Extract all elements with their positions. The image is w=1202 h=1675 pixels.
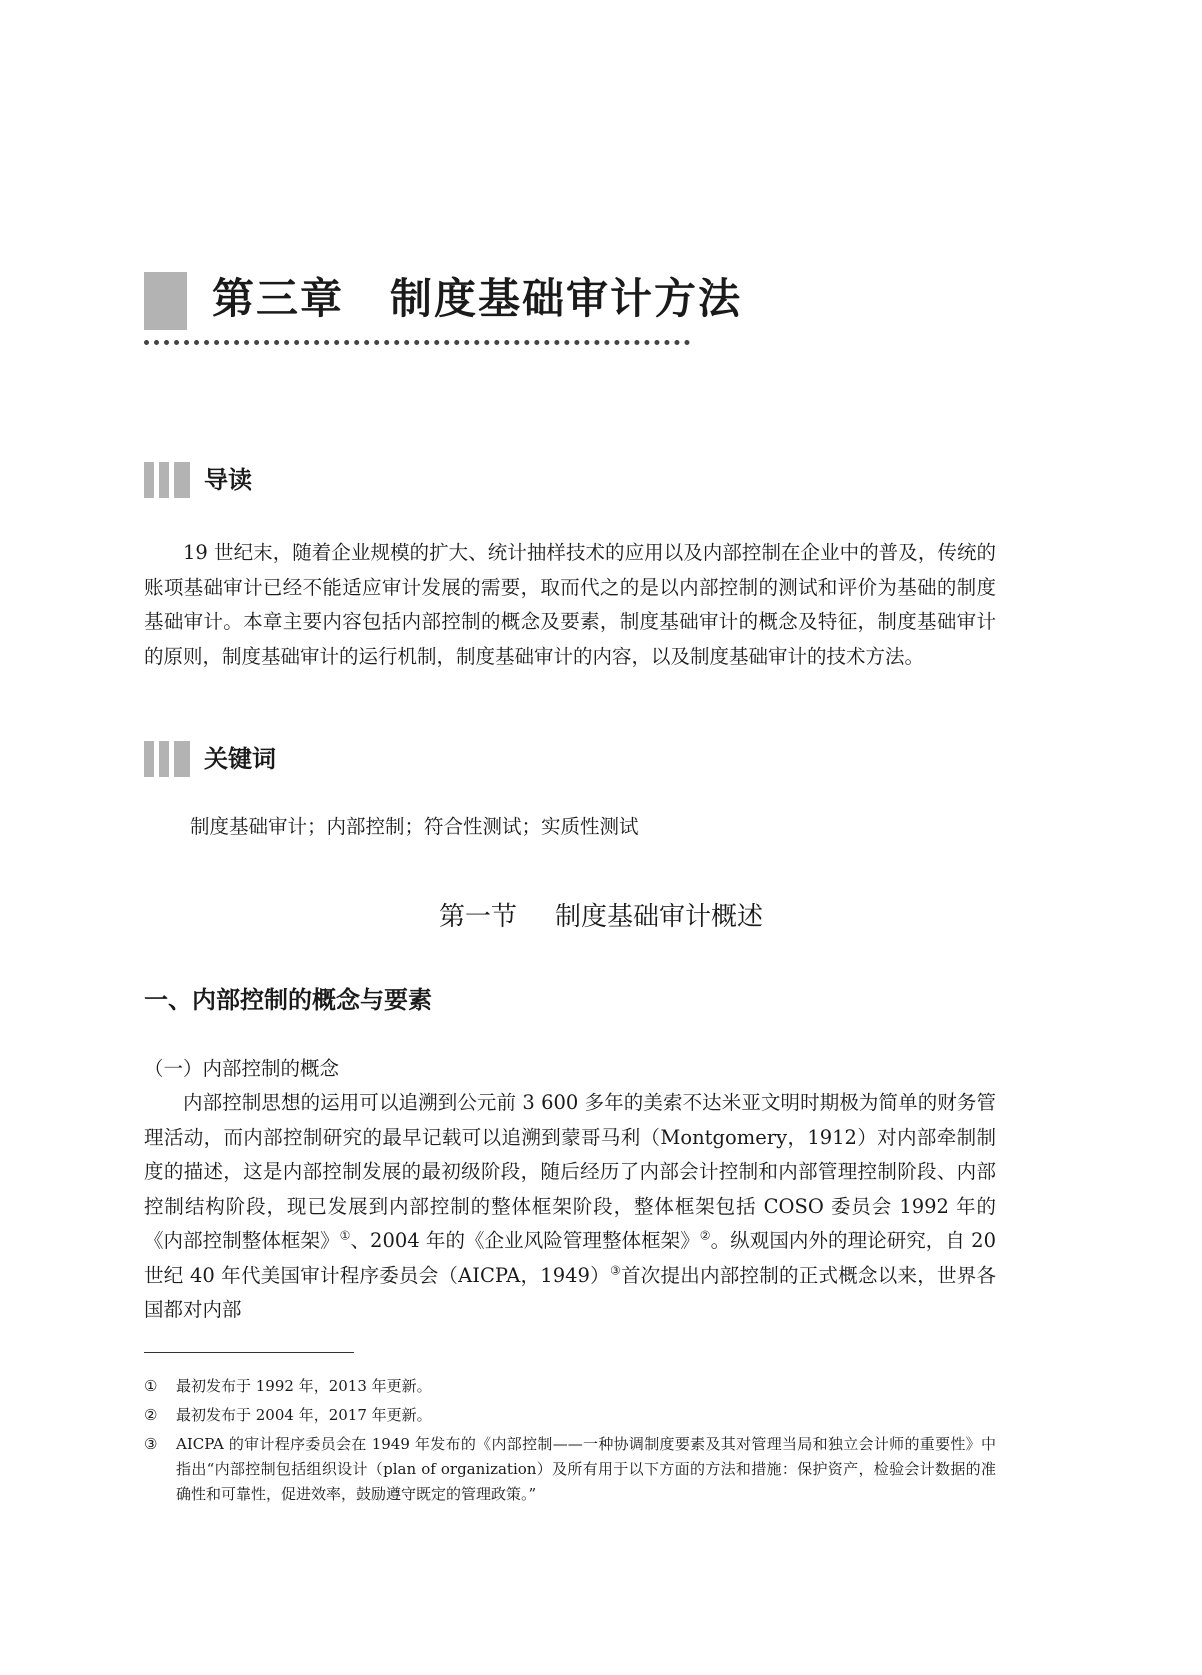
footnote-divider bbox=[144, 1352, 354, 1353]
footnote-ref-1[interactable]: ① bbox=[339, 1228, 351, 1243]
chapter-number: 第三章 bbox=[212, 274, 345, 323]
body-text: 内部控制思想的运用可以追溯到公元前 3 600 多年的美索不达米亚文明时期极为简单的财务管理活动，而内部控制研究的最早记载可以追溯到蒙哥马利（Montgomery，1912）对内部牵制制度的描述，这是内部控制发展的最初级阶段，随后经历了内部会计控制和内部管理控制阶段、内部控制结构阶段，现已发展到内部控制的整体框架阶段，整体框架包括 COSO 委员会 1992 年的《内部控制整体框架》 bbox=[144, 1091, 996, 1252]
footnote-mark: ③ bbox=[144, 1435, 158, 1453]
footnote bbox=[144, 1432, 996, 1507]
section-title: 制度基础审计概述 bbox=[555, 902, 764, 932]
section-marker-icon bbox=[144, 741, 190, 777]
body-text: 首次提出内部控制的正式概念以来，世界各国都对内部 bbox=[144, 1263, 996, 1321]
body-text: 。纵观国内外的理论研究，自 20 世纪 40 年代美国审计程序委员会（AICPA，1949） bbox=[144, 1229, 996, 1287]
intro-paragraph: 19 世纪末，随着企业规模的扩大、统计抽样技术的应用以及内部控制在企业中的普及，传统的账项基础审计已经不能适应审计发展的需要，取而代之的是以内部控制的测试和评价为基础的制度基础审计。本章主要内容包括内部控制的概念及要素，制度基础审计的概念及特征，制度基础审计的原则，制度基础审计的运行机制，制度基础审计的内容，以及制度基础审计的技术方法。 bbox=[144, 541, 996, 668]
keywords-label: 关键词 bbox=[204, 745, 276, 773]
section-number: 第一节 bbox=[438, 902, 517, 932]
body-text: 、2004 年的《企业风险管理整体框架》 bbox=[350, 1229, 700, 1252]
footnote bbox=[144, 1403, 996, 1428]
item-heading: （一）内部控制的概念 bbox=[144, 1057, 340, 1080]
footnote-text: 最初发布于 2004 年，2017 年更新。 bbox=[176, 1406, 432, 1424]
body-paragraph bbox=[144, 1086, 996, 1328]
footnote-mark: ① bbox=[144, 1377, 158, 1395]
section-heading bbox=[0, 897, 1202, 937]
footnote-ref-3[interactable]: ③ bbox=[609, 1263, 622, 1277]
footnote-text: AICPA 的审计程序委员会在 1949 年发布的《内部控制——一种协调制度要素及其对管理当局和独立会计师的重要性》中指出“内部控制包括组织设计（plan of organization）及所有用于以下方面的方法和措施：保护资产，检验会计数据的准确性和可靠性，促进效率，鼓励遵守既定的管理政策。” bbox=[176, 1435, 996, 1503]
chapter-title bbox=[212, 268, 742, 330]
keywords-text: 制度基础审计；内部控制；符合性测试；实质性测试 bbox=[190, 815, 639, 838]
footnote-text: 最初发布于 1992 年，2013 年更新。 bbox=[176, 1377, 432, 1395]
footnote-ref-2[interactable]: ② bbox=[699, 1228, 711, 1243]
chapter-marker-bar bbox=[144, 272, 187, 330]
section-marker-icon bbox=[144, 462, 190, 498]
chapter-dotted-divider bbox=[144, 340, 690, 345]
intro-label: 导读 bbox=[204, 466, 252, 494]
footnote bbox=[144, 1374, 996, 1399]
subsection-heading: 一、内部控制的概念与要素 bbox=[144, 986, 432, 1014]
footnote-mark: ② bbox=[144, 1406, 158, 1424]
chapter-name: 制度基础审计方法 bbox=[390, 274, 743, 323]
